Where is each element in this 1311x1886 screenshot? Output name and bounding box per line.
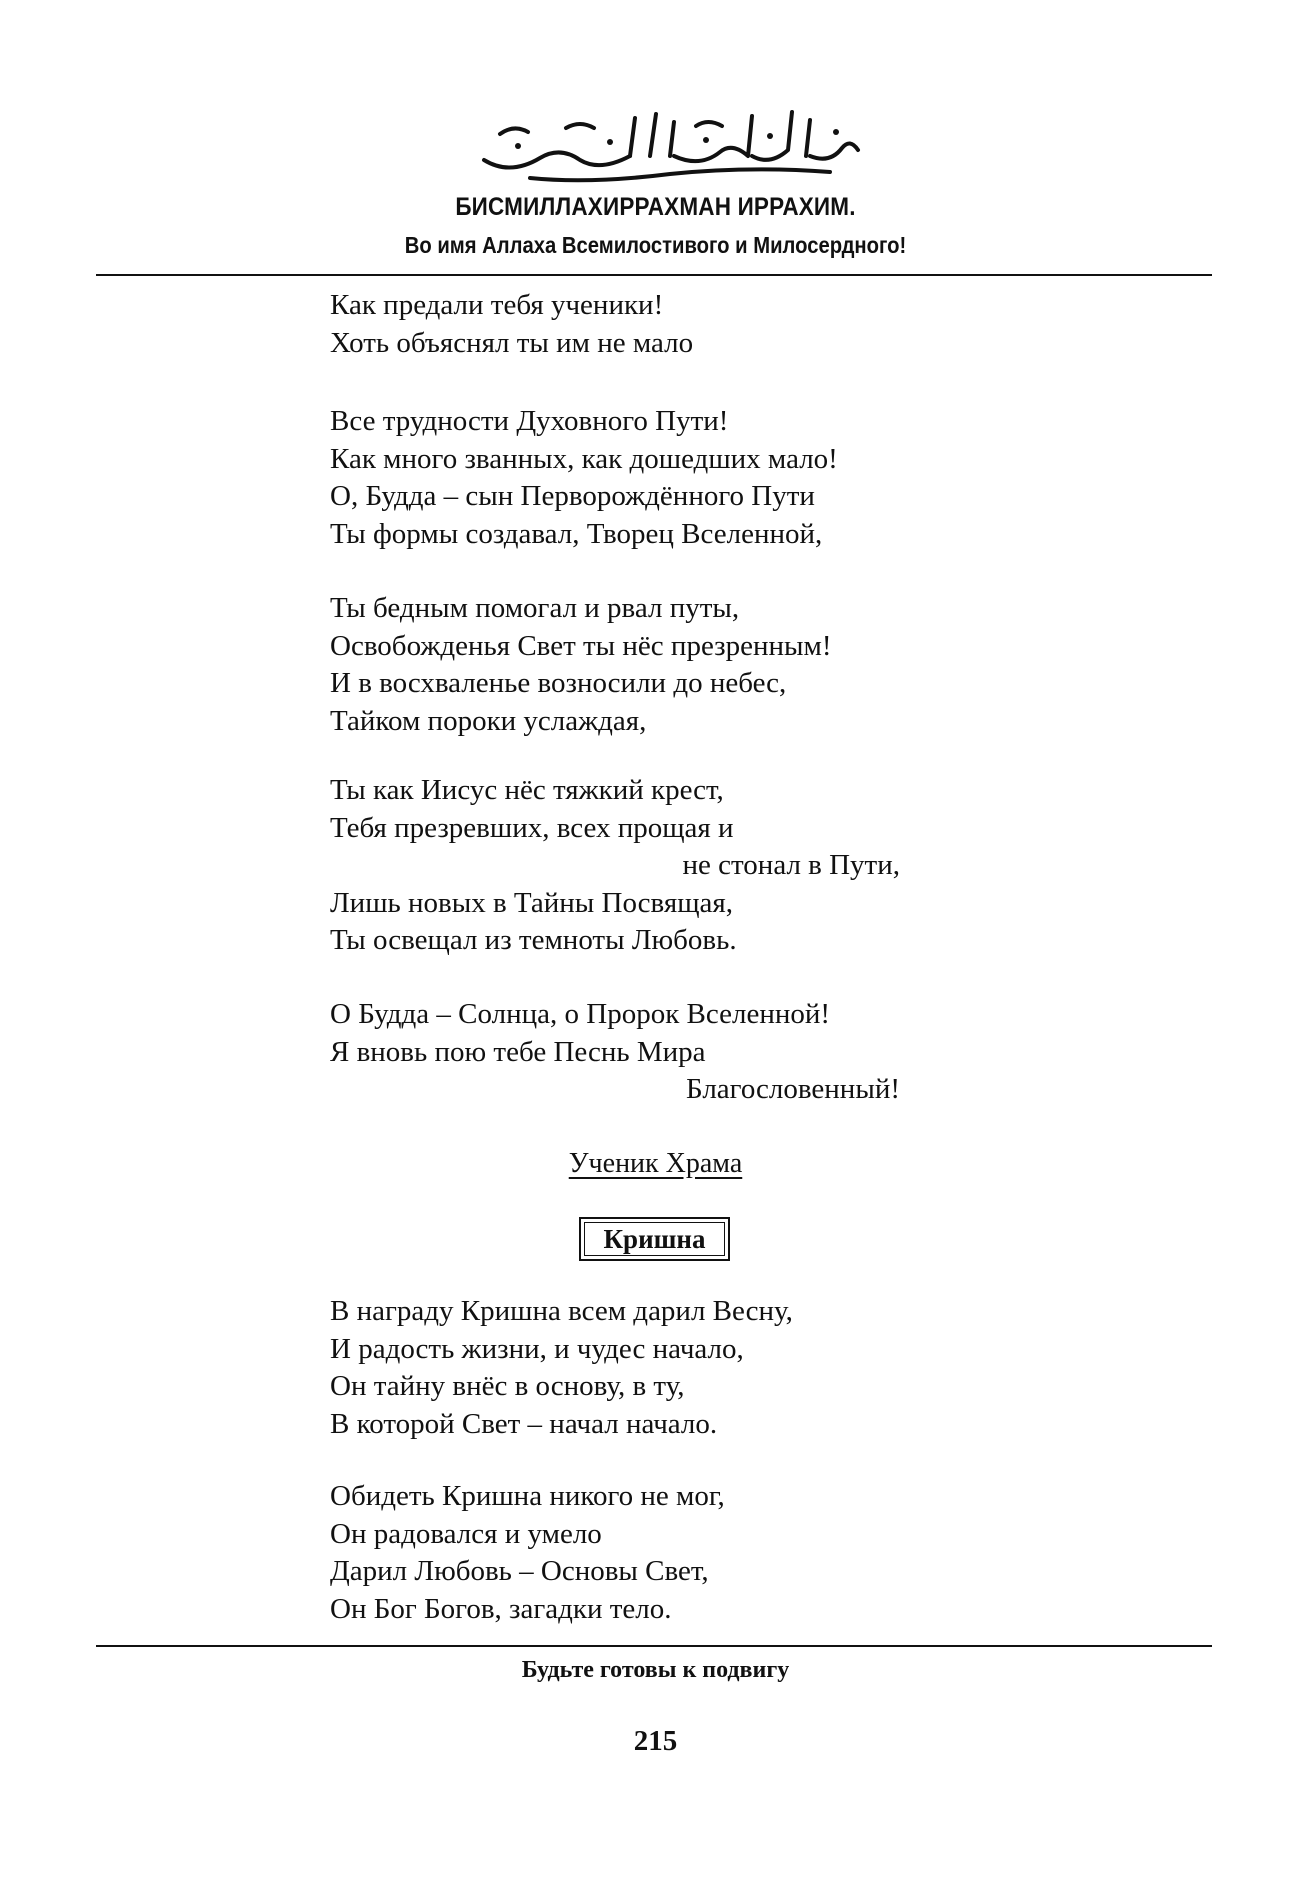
poem2-title-text: Кришна (603, 1224, 706, 1254)
poem2-stanza-2 (330, 1478, 725, 1628)
poem1-stanza-5 (330, 996, 900, 1109)
verse-line: Все трудности Духовного Пути! (330, 405, 729, 437)
footer-divider (96, 1645, 1212, 1647)
verse-line: Он Бог Богов, загадки тело. (330, 1592, 672, 1625)
verse-line: В которой Свет – начал начало. (330, 1407, 718, 1440)
poem2-title (579, 1217, 730, 1261)
svg-text:بسم الله الرحمن الرحيم: بسم الله الرحمن الرحيم (470, 98, 480, 99)
footer-motto: Будьте готовы к подвигу (521, 1657, 790, 1683)
verse-line: не стонал в Пути, (682, 849, 900, 881)
verse-line: Благословенный! (686, 1073, 900, 1105)
poem1-stanza-3 (330, 590, 832, 740)
header-subtitle: Во имя Аллаха Всемилостивого и Милосердного! (404, 232, 907, 258)
poem1-stanza-1 (330, 287, 693, 362)
poem1-stanza-2 (330, 403, 838, 553)
verse-line: И радость жизни, и чудес начало, (330, 1332, 744, 1365)
verse-line: Освобожденья Свет ты нёс презренным! (330, 629, 832, 662)
verse-line: Тайком пороки услаждая, (330, 704, 647, 737)
verse-line: Как много званных, как дошедших мало! (330, 442, 838, 475)
verse-line: Я вновь пою тебе Песнь Мира (330, 1035, 706, 1068)
poem1-stanza-4 (330, 772, 900, 960)
verse-line: Дарил Любовь – Основы Свет, (330, 1555, 709, 1587)
verse-line: И в восхваленье возносили до небес, (330, 667, 787, 699)
poem2-stanza-1 (330, 1293, 793, 1443)
verse-line: В награду Кришна всем дарил Весну, (330, 1295, 793, 1327)
verse-line: Он радовался и умело (330, 1517, 602, 1550)
header-title: БИСМИЛЛАХИРРАХМАН ИРРАХИМ. (455, 193, 856, 221)
verse-line: Обидеть Кришна никого не мог, (330, 1480, 725, 1512)
bismillah-calligraphy (470, 98, 870, 184)
verse-line: Ты бедным помогал и рвал путы, (330, 592, 740, 624)
verse-line: Ты формы создавал, Творец Вселенной, (330, 517, 823, 550)
verse-line: Он тайну внёс в основу, в ту, (330, 1370, 685, 1402)
verse-line: Ты освещал из темноты Любовь. (330, 924, 737, 956)
verse-line: Как предали тебя ученики! (330, 289, 664, 321)
verse-line: О Будда – Солнца, о Пророк Вселенной! (330, 998, 831, 1030)
page-number: 215 (633, 1725, 678, 1757)
verse-line: Хоть объяснял ты им не мало (330, 326, 694, 359)
verse-line: Тебя презревших, всех прощая и (330, 811, 734, 844)
verse-line: О, Будда – сын Перворождённого Пути (330, 480, 815, 512)
header-divider (96, 274, 1212, 276)
verse-line: Лишь новых в Тайны Посвящая, (330, 886, 733, 919)
poem1-signature: Ученик Храма (568, 1148, 743, 1179)
verse-line: Ты как Иисус нёс тяжкий крест, (330, 774, 724, 806)
